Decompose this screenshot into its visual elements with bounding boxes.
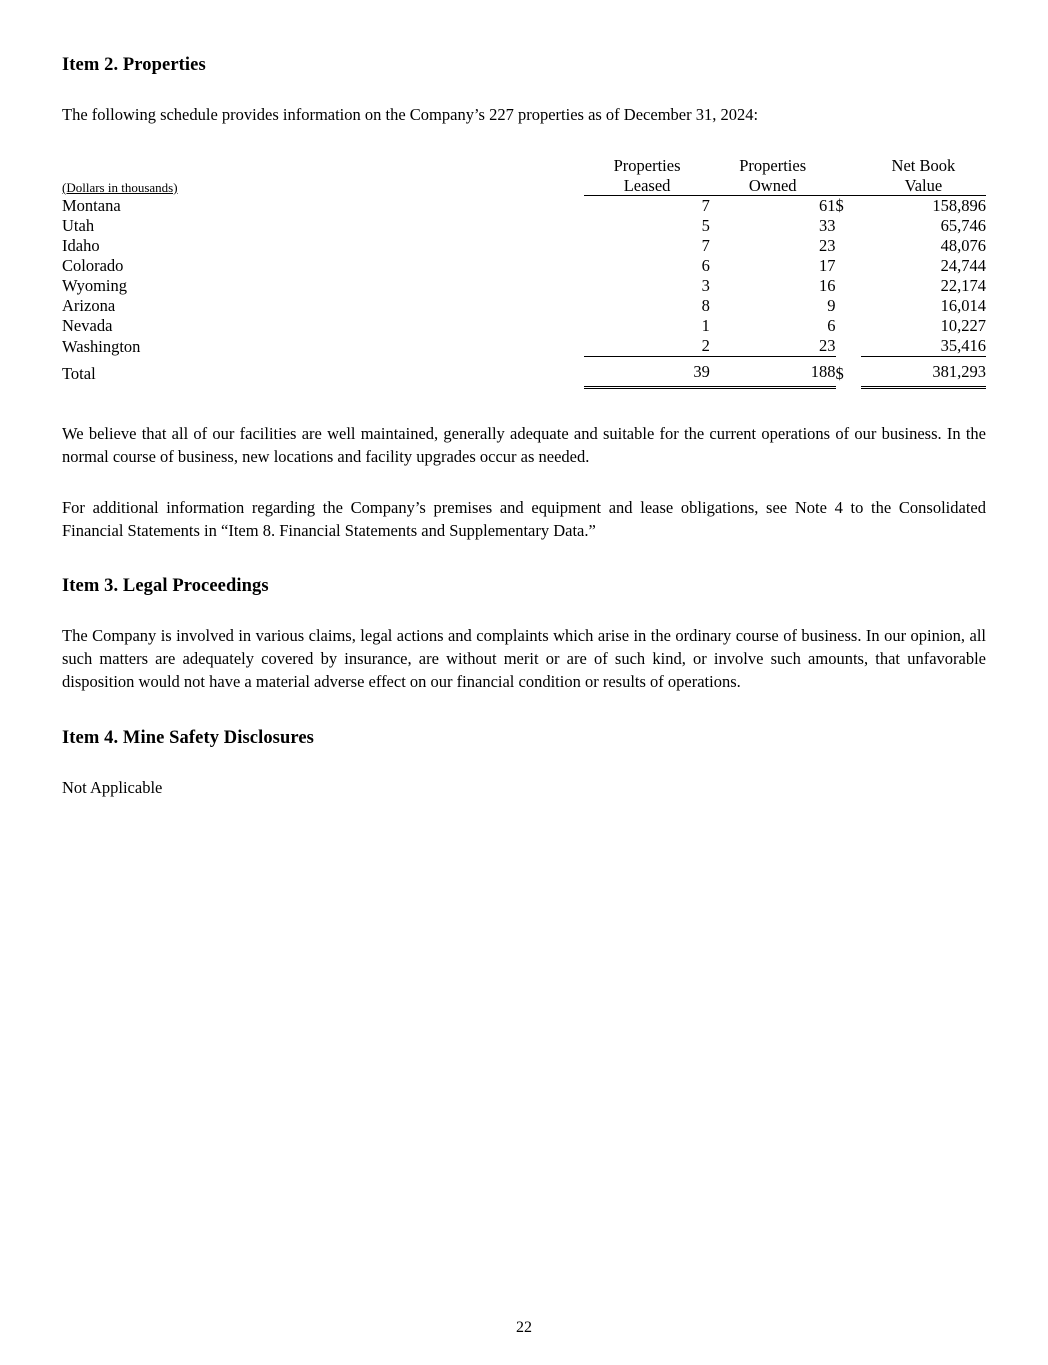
row-currency-spacer [836,276,861,296]
row-leased-value: 3 [701,276,710,296]
row-owned-value: 17 [819,256,836,276]
row-leased-value: 1 [701,316,710,336]
header-net-book-value-line1: Net Book [891,156,956,176]
total-leased-value: 39 [584,357,710,388]
properties-table [62,156,986,389]
properties-intro-paragraph: The following schedule provides information on the Company’s 227 properties as of December 31, 2024: [62,105,759,124]
table-total-row [62,357,986,388]
row-owned-value: 23 [710,336,836,357]
row-owned-value: 23 [819,236,836,256]
table-row [62,316,986,336]
header-properties-owned-line2: Owned [748,175,797,195]
row-leased-value: 5 [701,216,710,236]
row-leased-value: 6 [701,256,710,276]
row-owned-value: 61 [819,196,836,216]
row-leased-value: 8 [701,296,710,316]
row-currency-spacer [836,216,861,236]
table-row [62,196,986,217]
row-net-book-value: 65,746 [940,216,986,236]
row-net-book-value: 24,744 [940,256,986,276]
heading-item-4-mine-safety-disclosures: Item 4. Mine Safety Disclosures [62,727,314,748]
row-owned-value: 16 [819,276,836,296]
table-row [62,256,986,276]
mine-safety-paragraph: Not Applicable [62,777,163,797]
header-properties-owned-line1: Properties [739,156,807,176]
row-owned-value: 6 [827,316,836,336]
heading-item-2-properties: Item 2. Properties [62,55,206,75]
table-header-row [62,156,986,195]
row-state-label: Colorado [62,256,124,276]
header-properties-owned [710,156,836,195]
heading-item-3-legal-proceedings: Item 3. Legal Proceedings [62,576,269,597]
row-currency-symbol: $ [835,196,844,216]
header-net-book-value-line2: Value [904,175,943,195]
row-leased-value: 7 [701,236,710,256]
total-owned-value: 188 [710,357,836,388]
table-row [62,236,986,256]
row-currency-spacer [836,316,861,336]
total-currency-symbol: $ [835,363,844,383]
row-leased-value: 2 [584,336,710,357]
dollars-in-thousands-note: (Dollars in thousands) [62,179,178,195]
table-row [62,336,986,357]
row-owned-value: 33 [819,216,836,236]
row-net-book-value: 158,896 [932,196,986,216]
header-net-book-value [861,156,986,195]
row-state-label: Washington [62,336,141,356]
row-owned-value: 9 [827,296,836,316]
header-properties-leased-line1: Properties [613,156,681,176]
facilities-paragraph: We believe that all of our facilities are well maintained, generally adequate and suitable for the current operations of our business. In the normal course of business, new locations and facility upgrades occur as needed. [62,424,986,466]
total-label: Total [62,363,96,383]
total-net-book-value: 381,293 [861,357,986,388]
row-net-book-value: 22,174 [940,276,986,296]
header-properties-leased-line2: Leased [623,175,671,195]
row-state-label: Idaho [62,236,100,256]
row-currency-spacer [836,336,861,357]
row-net-book-value: 35,416 [861,336,986,357]
additional-information-paragraph: For additional information regarding the Company’s premises and equipment and lease obligations, see Note 4 to the Consolidated Financial Statements in “Item 8. Financial Statements and Supplementary Data.” [62,497,986,540]
row-currency-spacer [836,296,861,316]
row-leased-value: 7 [701,196,710,216]
table-row [62,296,986,316]
row-state-label: Montana [62,196,121,216]
row-net-book-value: 16,014 [940,296,986,316]
row-net-book-value: 10,227 [940,316,986,336]
row-state-label: Wyoming [62,276,128,296]
header-properties-leased [584,156,710,195]
row-state-label: Arizona [62,296,116,316]
row-state-label: Utah [62,216,95,236]
row-state-label: Nevada [62,316,113,336]
row-net-book-value: 48,076 [940,236,986,256]
row-currency-spacer [836,256,861,276]
page-number: 22 [516,1319,532,1336]
header-spacer-currency [836,156,861,195]
legal-proceedings-paragraph: The Company is involved in various claims, legal actions and complaints which arise in the ordinary course of business. In our opinion, all such matters are adequately covered by insurance, are without merit or are of such kind, or involve such amounts, that unfavorable disposition would not have a material adverse effect on our financial condition or results of operations. [62,626,986,691]
table-row [62,216,986,236]
table-row [62,276,986,296]
row-currency-spacer [836,236,861,256]
